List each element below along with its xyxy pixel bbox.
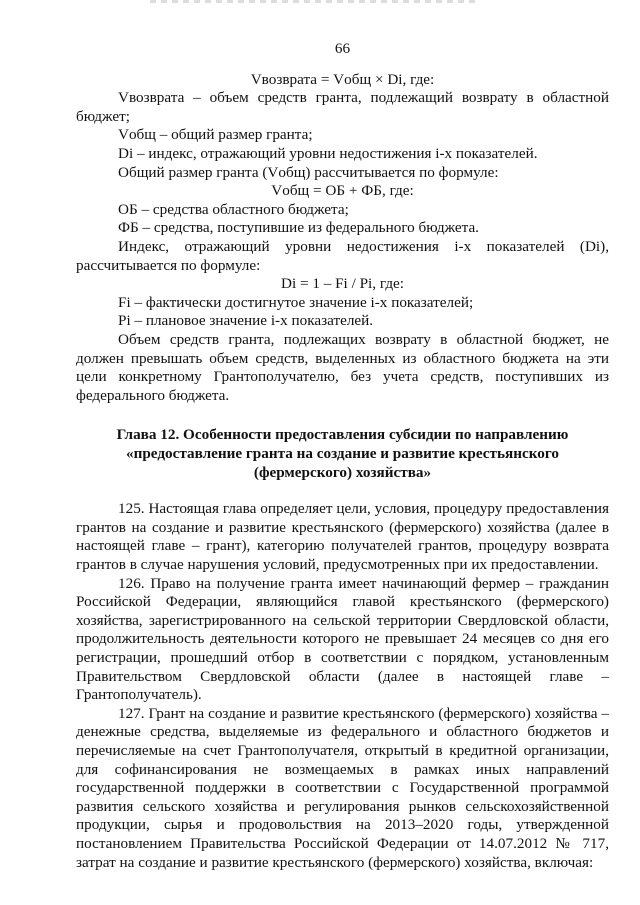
intro-total-formula: Общий размер гранта (Vобщ) рассчитывается по формуле: bbox=[118, 163, 499, 181]
formula-return: Vвозврата = Vобщ × Di, где: bbox=[250, 70, 435, 88]
definition-vtotal: Vобщ – общий размер гранта; bbox=[118, 126, 313, 144]
formula-index: Di = 1 – Fi / Pi, где: bbox=[280, 275, 405, 293]
definition-pi: Pi – плановое значение i-х показателей. bbox=[118, 312, 374, 330]
paragraph-127: 127. Грант на создание и развитие крестьянского (фермерского) хозяйства – денежные средства, выделяемые из федерального и областного бюджетов и перечисляемые на счет Грантополучателя, открытый в кредитной организации, для софинансирования не возмещаемых в рамках иных направлений государственной поддержки в соответствии с Государственной программой развития сельского хозяйства и регулирования рынков сельскохозяйственной продукции, сырья и продовольствия на 2013–2020 годы, утвержденной постановлением Правительства Российской Федерации от 14.07.2012 № 717, затрат на создание и развитие крестьянского (фермерского) хозяйства, включая: bbox=[76, 704, 609, 871]
paragraph-125: 125. Настоящая глава определяет цели, условия, процедуру предоставления грантов на создание и развитие крестьянского (фермерского) хозяйства (далее в настоящей главе – грант), категорию получателей грантов, процедуру возврата грантов в случае нарушения условий, предусмотренных при их предоставлении. bbox=[76, 500, 609, 574]
definition-di: Di – индекс, отражающий уровни недостижения i-х показателей. bbox=[118, 144, 538, 162]
definition-fb: ФБ – средства, поступившие из федерального бюджета. bbox=[118, 219, 479, 237]
paragraph-return-limit: Объем средств гранта, подлежащих возврату в областной бюджет, не должен превышать объем средств, выделенных из областного бюджета на эти цели конкретному Грантополучателю, без учета средств, поступивших из федерального бюджета. bbox=[76, 330, 609, 404]
paragraph-126: 126. Право на получение гранта имеет начинающий фермер – гражданин Российской Федерации, являющийся главой крестьянского (фермерского) хозяйства, зарегистрированного на сельской территории Свердловской области, продолжительность деятельности которого не превышает 24 месяцев со дня его регистрации, прошедший отбор в соответствии с порядком, установленным Правительством Свердловской области (далее в настоящей главе – Грантополучатель). bbox=[76, 574, 609, 704]
formula-total: Vобщ = ОБ + ФБ, где: bbox=[271, 182, 414, 200]
definition-ob: ОБ – средства областного бюджета; bbox=[118, 200, 349, 218]
intro-index-formula: Индекс, отражающий уровни недостижения i-х показателей (Di), рассчитывается по формуле: bbox=[76, 237, 609, 274]
document-page bbox=[76, 40, 609, 872]
scan-edge-artifact bbox=[150, 0, 480, 3]
page-number: 66 bbox=[334, 40, 351, 57]
chapter-heading: Глава 12. Особенности предоставления субсидии по направлению «предоставление гранта на создание и развитие крестьянского (фермерского) хозяйства» bbox=[116, 426, 569, 482]
definition-vreturn: Vвозврата – объем средств гранта, подлежащий возврату в областной бюджет; bbox=[76, 89, 609, 125]
definition-fi: Fi – фактически достигнутое значение i-х показателей; bbox=[118, 293, 474, 311]
